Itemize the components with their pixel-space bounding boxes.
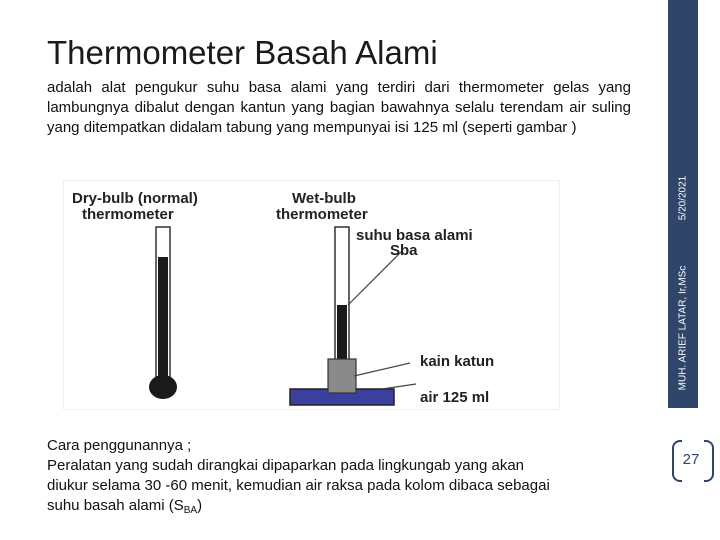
usage-line-4-suffix: ) <box>197 497 203 514</box>
sba-label-2: Sba <box>390 242 418 259</box>
usage-line-3: diukur selama 30 -60 menit, kemudian air raksa pada kolom dibaca sebagai <box>47 477 550 494</box>
wet-mercury-column <box>337 305 347 365</box>
usage-line-1: Cara penggunannya ; <box>47 437 192 454</box>
usage-paragraph <box>47 436 647 521</box>
usage-line-4 <box>47 496 647 521</box>
usage-line-4-subscript: BA <box>183 505 198 516</box>
intro-paragraph: adalah alat pengukur suhu basa alami yang terdiri dari thermometer gelas yang lambungnya dibalut dengan kantun yang bagian bawahnya selalu terendam air suling yang ditempatkan didalam tabung yang mempunyai isi 125 ml (seperti gambar ) <box>47 79 631 136</box>
usage-line-4-prefix: suhu basah alami (S <box>47 497 184 514</box>
dry-bulb <box>149 375 177 399</box>
slide-title: Thermometer Basah Alami <box>47 34 438 71</box>
wet-bulb-label-1: Wet-bulb <box>292 190 356 207</box>
wet-bulb-label-2: thermometer <box>276 206 368 223</box>
dry-mercury-column <box>158 257 168 379</box>
wick-pointer-line <box>354 363 410 376</box>
thermometer-diagram <box>64 181 559 409</box>
dry-bulb-label-1: Dry-bulb (normal) <box>72 190 198 207</box>
slide-author: MUH. ARIEF LATAR, Ir,MSc <box>677 265 689 391</box>
water-label: air 125 ml <box>420 389 490 406</box>
page-number: 27 <box>682 451 700 468</box>
cotton-wick <box>328 359 356 393</box>
usage-line-2: Peralatan yang sudah dirangkai dipaparkan pada lingkungab yang akan <box>47 457 525 474</box>
dry-bulb-label-2: thermometer <box>82 206 174 223</box>
slide-date: 5/20/2021 <box>677 175 689 221</box>
sba-pointer-line <box>348 251 402 305</box>
thermometer-figure <box>63 180 560 410</box>
sba-label-1: suhu basa alami <box>356 227 473 244</box>
water-pointer-line <box>382 384 416 389</box>
wick-label: kain katun <box>420 353 495 370</box>
